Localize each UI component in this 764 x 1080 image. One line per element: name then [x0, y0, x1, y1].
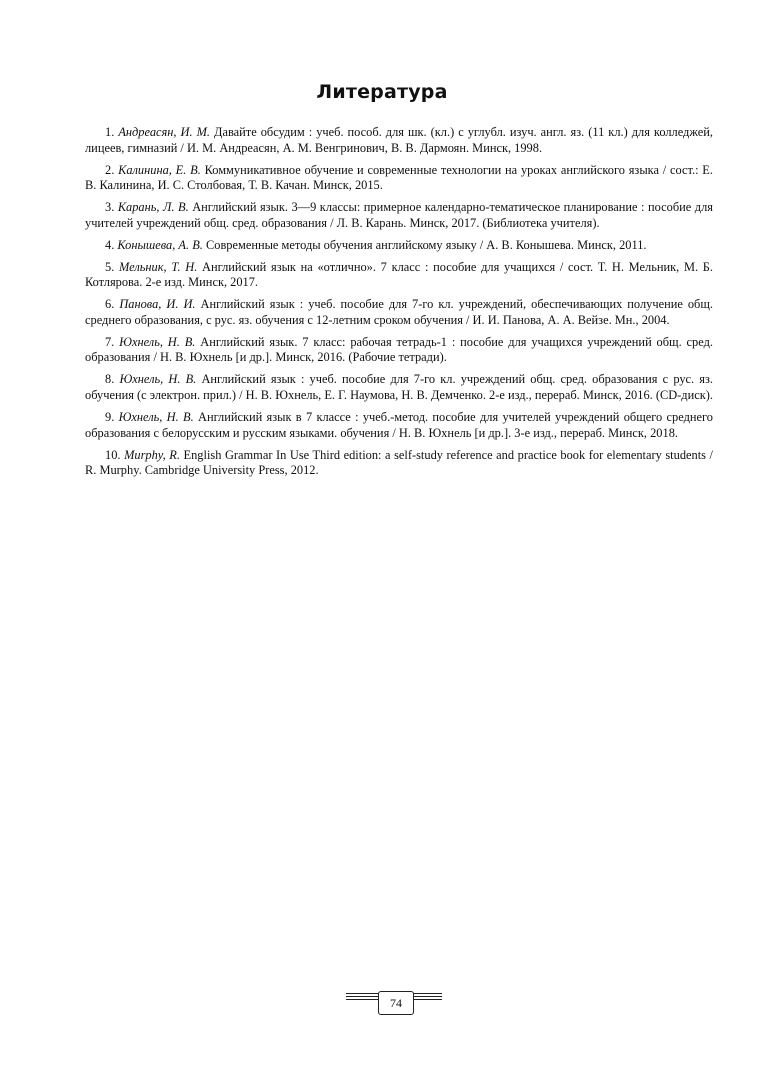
reference-text: English Grammar In Use Third edition: a self-study reference and practice book for elementary students / R. Murphy. Cambridge University Press, 2012.: [85, 447, 713, 478]
footer-rule: [346, 999, 378, 1000]
reference-item: [85, 163, 713, 194]
reference-number: 9.: [105, 410, 115, 425]
reference-item: [85, 297, 713, 328]
reference-author: Карань, Л. В.: [117, 200, 189, 215]
reference-author: Юхнель, Н. В.: [118, 410, 194, 425]
reference-item: [85, 200, 713, 231]
reference-author: Юхнель, Н. В.: [119, 334, 196, 349]
reference-text: Английский язык : учеб. пособие для 7-го кл. учреждений, обеспечивающих получение общ. среднего образования, с рус. яз. обучения с 12-летним сроком обучения / И. И. Панова, А. А. Вейзе. Мн., 2004.: [85, 297, 713, 327]
reference-number: 10.: [105, 447, 121, 462]
page-title: Литература: [316, 80, 448, 103]
reference-item: [85, 448, 713, 479]
reference-number: 7.: [105, 334, 115, 349]
reference-text: Английский язык в 7 классе : учеб.-метод. пособие для учителей учреждений общего среднего образования с белорусским и русским языками. обучения / Н. В. Юхнель [и др.]. 3-е изд., перераб. Минск, 2018.: [85, 410, 713, 440]
reference-number: 2.: [105, 162, 115, 177]
reference-author: Калинина, Е. В.: [118, 162, 201, 177]
reference-text: Современные методы обучения английскому языку / А. В. Конышева. Минск, 2011.: [205, 237, 647, 252]
reference-number: 5.: [105, 259, 115, 274]
reference-text: Английский язык. 3—9 классы: примерное календарно-тематическое планирование : пособие для учителей учреждений общ. сред. образования / Л. В. Карань. Минск, 2017. (Библиотека учителя).: [85, 200, 713, 230]
reference-number: 8.: [105, 372, 115, 387]
reference-author: Андреасян, И. М.: [118, 125, 211, 139]
reference-number: 3.: [105, 200, 115, 215]
page-number: 74: [378, 991, 414, 1015]
reference-text: Английский язык : учеб. пособие для 7-го кл. учреждений общ. сред. образования с рус. яз. обучения (с электрон. прил.) / Н. В. Юхнель, Е. Г. Наумова, Н. В. Демченко. 2-е изд., перераб. Минск, 2016. (CD-диск).: [85, 372, 713, 403]
reference-author: Конышева, А. В.: [117, 237, 203, 252]
reference-item: [85, 260, 713, 291]
reference-item: [85, 335, 713, 366]
reference-number: 1.: [105, 125, 115, 139]
reference-item: [85, 372, 713, 403]
reference-item: [85, 125, 713, 156]
reference-number: 4.: [105, 237, 115, 252]
reference-author: Панова, И. И.: [119, 297, 196, 312]
reference-author: Мельник, Т. Н.: [119, 259, 198, 274]
reference-author: Murphy, R.: [124, 447, 180, 462]
reference-item: [85, 238, 713, 254]
reference-text: Английский язык. 7 класс: рабочая тетрадь-1 : пособие для учащихся учреждений общ. сред. образования / Н. В. Юхнель [и др.]. Минск, 2016. (Рабочие тетради).: [85, 334, 713, 365]
reference-list: [85, 125, 713, 485]
reference-item: [85, 410, 713, 441]
reference-text: Давайте обсудим : учеб. пособ. для шк. (кл.) с углубл. изуч. англ. яз. (11 кл.) для колледжей, лицеев, гимназий / И. М. Андреасян, А. М. Венгринович, В. В. Дармоян. Минск, 1998.: [85, 125, 713, 155]
reference-number: 6.: [105, 297, 115, 312]
reference-text: Коммуникативное обучение и современные технологии на уроках английского языка / сост.: Е. В. Калинина, И. С. Столбовая, Т. В. Качан. Минск, 2015.: [85, 162, 713, 193]
page-footer: [0, 990, 764, 1020]
footer-rule: [412, 999, 442, 1000]
reference-text: Английский язык на «отлично». 7 класс : пособие для учащихся / сост. Т. Н. Мельник, М. Б. Котлярова. 2-е изд. Минск, 2017.: [85, 259, 713, 290]
reference-author: Юхнель, Н. В.: [119, 372, 197, 387]
